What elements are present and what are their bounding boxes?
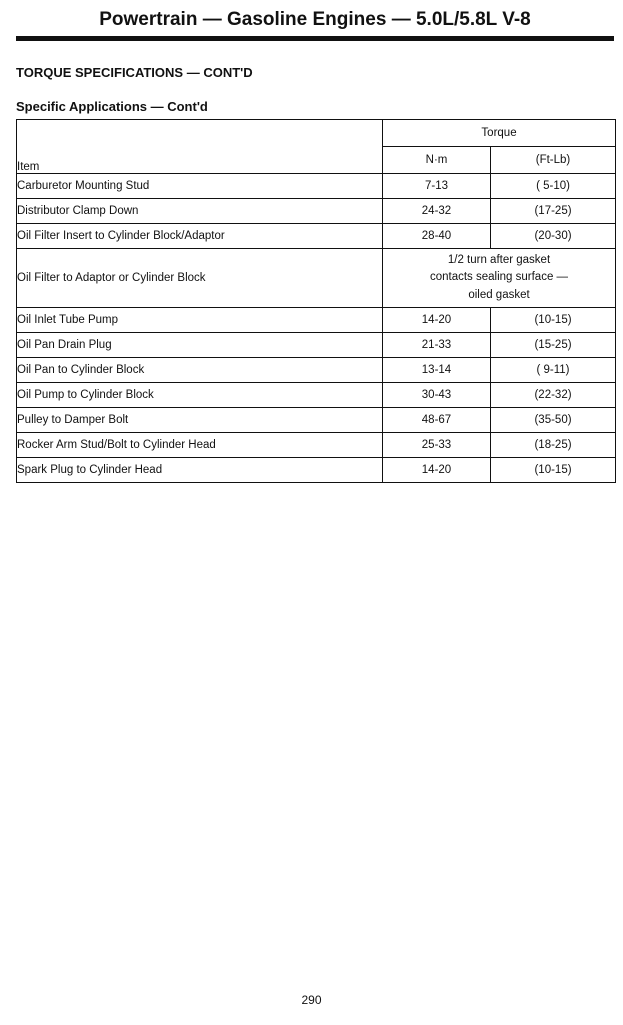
page-number: 290 (301, 993, 322, 1007)
table-row (17, 249, 616, 308)
item-cell: Spark Plug to Cylinder Head (17, 458, 383, 483)
subsection-title: Specific Applications — Cont'd (16, 99, 208, 114)
ftlb-cell: ( 9-11) (491, 358, 616, 383)
item-cell: Oil Inlet Tube Pump (17, 308, 383, 333)
table-row (17, 199, 616, 224)
header-rule (16, 36, 614, 41)
ftlb-column-header: (Ft-Lb) (491, 147, 616, 174)
table-row (17, 308, 616, 333)
item-cell: Oil Pan Drain Plug (17, 333, 383, 358)
nm-cell: 7-13 (383, 174, 491, 199)
ftlb-cell: (35-50) (491, 408, 616, 433)
nm-cell: 30-43 (383, 383, 491, 408)
nm-cell: 14-20 (383, 308, 491, 333)
table-row (17, 333, 616, 358)
torque-note-line: 1/2 turn after gasket (447, 253, 551, 266)
nm-cell: 14-20 (383, 458, 491, 483)
nm-cell: 13-14 (383, 358, 491, 383)
nm-cell: 48-67 (383, 408, 491, 433)
table-row (17, 174, 616, 199)
nm-cell: 21-33 (383, 333, 491, 358)
ftlb-cell: ( 5-10) (491, 174, 616, 199)
ftlb-cell: (15-25) (491, 333, 616, 358)
table-row (17, 458, 616, 483)
item-cell: Rocker Arm Stud/Bolt to Cylinder Head (17, 433, 383, 458)
page-title: Powertrain — Gasoline Engines — 5.0L/5.8L V-8 (99, 9, 531, 30)
table-row (17, 224, 616, 249)
item-cell: Pulley to Damper Bolt (17, 408, 383, 433)
ftlb-cell: (18-25) (491, 433, 616, 458)
item-cell: Oil Pump to Cylinder Block (17, 383, 383, 408)
item-cell: Distributor Clamp Down (17, 199, 383, 224)
table-row (17, 358, 616, 383)
item-column-header: Item (17, 120, 383, 174)
torque-note-line: oiled gasket (468, 288, 530, 301)
torque-note-line: contacts sealing surface — (429, 271, 569, 284)
section-title: TORQUE SPECIFICATIONS — CONT'D (16, 65, 253, 80)
nm-column-header: N·m (383, 147, 491, 174)
table-row (17, 383, 616, 408)
table-row (17, 408, 616, 433)
torque-column-header: Torque (383, 120, 616, 147)
nm-cell: 25-33 (383, 433, 491, 458)
torque-note-cell (383, 249, 616, 308)
ftlb-cell: (17-25) (491, 199, 616, 224)
ftlb-cell: (22-32) (491, 383, 616, 408)
item-cell: Oil Pan to Cylinder Block (17, 358, 383, 383)
table-row (17, 433, 616, 458)
ftlb-cell: (10-15) (491, 458, 616, 483)
nm-cell: 24-32 (383, 199, 491, 224)
item-cell: Oil Filter Insert to Cylinder Block/Adaptor (17, 224, 383, 249)
ftlb-cell: (20-30) (491, 224, 616, 249)
torque-spec-table (16, 119, 616, 483)
item-cell: Oil Filter to Adaptor or Cylinder Block (17, 249, 383, 308)
item-cell: Carburetor Mounting Stud (17, 174, 383, 199)
nm-cell: 28-40 (383, 224, 491, 249)
ftlb-cell: (10-15) (491, 308, 616, 333)
